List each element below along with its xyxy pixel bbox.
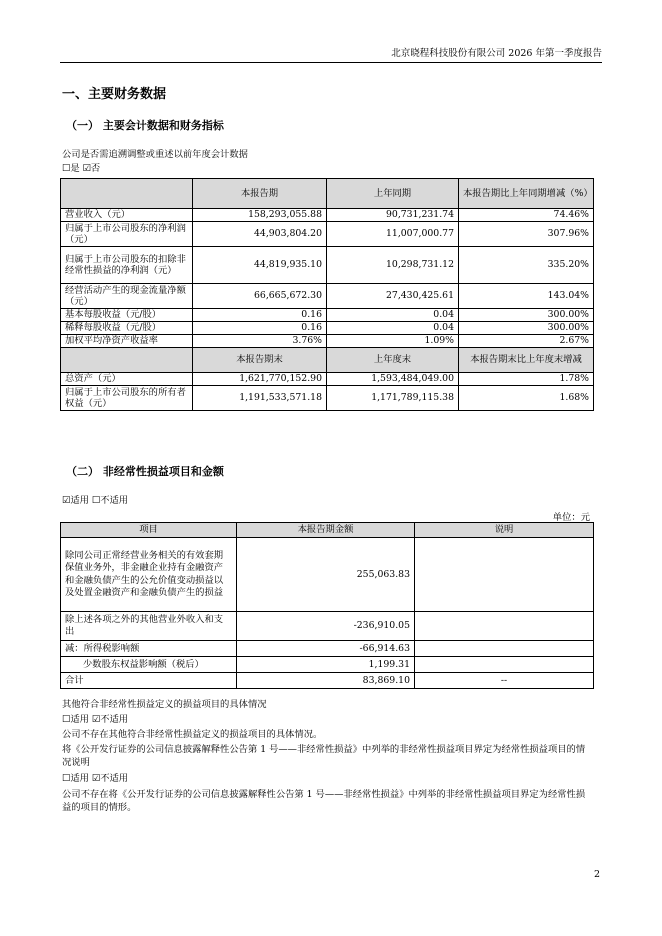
cell-value: 66,665,672.30: [193, 284, 327, 309]
note-reclassification-statement: 公司不存在将《公开发行证券的公司信息披露解释性公告第 1 号——非经常性损益》中列举的非经常性损益项目界定为经常性损益的项目的情形。: [62, 789, 586, 813]
cell-note: [415, 641, 594, 657]
row-label: 总资产（元）: [61, 373, 193, 386]
row-label: 归属于上市公司股东的扣除非经常性损益的净利润（元）: [61, 247, 193, 284]
header-divider: [60, 62, 602, 63]
table-row: [61, 373, 594, 386]
cell-value: 1,199.31: [237, 657, 415, 673]
applicability-options: ☑适用 ☐不适用: [62, 495, 129, 506]
header-cell: 本报告期比上年同期增减（%）: [459, 179, 594, 209]
header-cell: 本报告期: [193, 179, 327, 209]
page-number: 2: [593, 869, 600, 880]
row-label: 除同公司正常经营业务相关的有效套期保值业务外，非金融企业持有金融资产和金融负债产生的公允价值变动损益以及处置金融资产和金融负债产生的损益: [61, 538, 237, 612]
financial-data-table: [60, 178, 594, 411]
row-label: 基本每股收益（元/股）: [61, 309, 193, 322]
cell-value: 0.16: [193, 309, 327, 322]
restatement-options: ☐是 ☑否: [62, 163, 101, 174]
row-label: 减：所得税影响额: [61, 641, 237, 657]
table-row: [61, 335, 594, 348]
cell-value: 1,171,789,115.38: [327, 386, 459, 411]
table-row: [61, 309, 594, 322]
cell-value: 1.09%: [327, 335, 459, 348]
subsection-title-2: （二） 非经常性损益项目和金额: [66, 465, 224, 478]
row-label: 合计: [61, 673, 237, 689]
cell-value: 27,430,425.61: [327, 284, 459, 309]
table-row: [61, 673, 594, 689]
table-row: [61, 538, 594, 612]
header-cell: 上年度末: [327, 348, 459, 373]
cell-value: -66,914.63: [237, 641, 415, 657]
header-cell: 上年同期: [327, 179, 459, 209]
table-header-row: [61, 348, 594, 373]
header-cell: 本报告期金额: [237, 523, 415, 538]
header-cell: [61, 348, 193, 373]
cell-value: 74.46%: [459, 209, 594, 222]
non-recurring-table: [60, 522, 594, 689]
unit-label: 单位：元: [552, 512, 590, 523]
table-row: [61, 284, 594, 309]
table-header-row: [61, 523, 594, 538]
cell-value: 300.00%: [459, 322, 594, 335]
note-reclassification-options: ☐适用 ☑不适用: [62, 773, 129, 784]
header-cell: 本报告期末比上年度末增减: [459, 348, 594, 373]
cell-note: [415, 538, 594, 612]
row-label: 经营活动产生的现金流量净额（元）: [61, 284, 193, 309]
note-other-items-statement: 公司不存在其他符合非经常性损益定义的损益项目的具体情况。: [62, 729, 323, 740]
cell-value: 1,593,484,049.00: [327, 373, 459, 386]
note-reclassification: 将《公开发行证券的公司信息披露解释性公告第 1 号——非经常性损益》中列举的非经常性损益项目界定为经常性损益项目的情况说明: [62, 744, 586, 768]
cell-value: 0.04: [327, 309, 459, 322]
cell-value: 335.20%: [459, 247, 594, 284]
restatement-question: 公司是否需追溯调整或重述以前年度会计数据: [62, 149, 248, 160]
cell-value: 83,869.10: [237, 673, 415, 689]
table-row: [61, 386, 594, 411]
cell-value: 0.16: [193, 322, 327, 335]
row-label: 加权平均净资产收益率: [61, 335, 193, 348]
header-cell: [61, 179, 193, 209]
table-row: [61, 209, 594, 222]
note-other-items-options: ☐适用 ☑不适用: [62, 714, 129, 725]
cell-value: 3.76%: [193, 335, 327, 348]
row-label: 归属于上市公司股东的净利润（元）: [61, 222, 193, 247]
cell-value: 0.04: [327, 322, 459, 335]
cell-value: 1.68%: [459, 386, 594, 411]
cell-value: 10,298,731.12: [327, 247, 459, 284]
cell-value: 90,731,231.74: [327, 209, 459, 222]
row-label: 营业收入（元）: [61, 209, 193, 222]
cell-note: [415, 657, 594, 673]
cell-value: 143.04%: [459, 284, 594, 309]
table-row: [61, 657, 594, 673]
row-label: 稀释每股收益（元/股）: [61, 322, 193, 335]
header-cell: 说明: [415, 523, 594, 538]
cell-value: 158,293,055.88: [193, 209, 327, 222]
section-title: 一、主要财务数据: [62, 87, 167, 102]
page-header: 北京晓程科技股份有限公司 2026 年第一季度报告: [391, 48, 602, 59]
header-cell: 本报告期末: [193, 348, 327, 373]
cell-value: 44,903,804.20: [193, 222, 327, 247]
cell-value: 1,621,770,152.90: [193, 373, 327, 386]
note-other-items: 其他符合非经常性损益定义的损益项目的具体情况: [62, 699, 267, 710]
cell-value: 11,007,000.77: [327, 222, 459, 247]
table-row: [61, 222, 594, 247]
cell-value: -236,910.05: [237, 612, 415, 641]
table-header-row: [61, 179, 594, 209]
cell-value: 2.67%: [459, 335, 594, 348]
row-label: 少数股东权益影响额（税后）: [61, 657, 237, 673]
subsection-title-1: （一） 主要会计数据和财务指标: [66, 119, 224, 132]
cell-value: 307.96%: [459, 222, 594, 247]
table-row: [61, 641, 594, 657]
table-row: [61, 322, 594, 335]
cell-note: [415, 612, 594, 641]
cell-value: 1,191,533,571.18: [193, 386, 327, 411]
table-row: [61, 247, 594, 284]
row-label: 归属于上市公司股东的所有者权益（元）: [61, 386, 193, 411]
header-cell: 项目: [61, 523, 237, 538]
cell-value: 1.78%: [459, 373, 594, 386]
cell-note: --: [415, 673, 594, 689]
cell-value: 44,819,935.10: [193, 247, 327, 284]
table-row: [61, 612, 594, 641]
row-label: 除上述各项之外的其他营业外收入和支出: [61, 612, 237, 641]
cell-value: 300.00%: [459, 309, 594, 322]
cell-value: 255,063.83: [237, 538, 415, 612]
